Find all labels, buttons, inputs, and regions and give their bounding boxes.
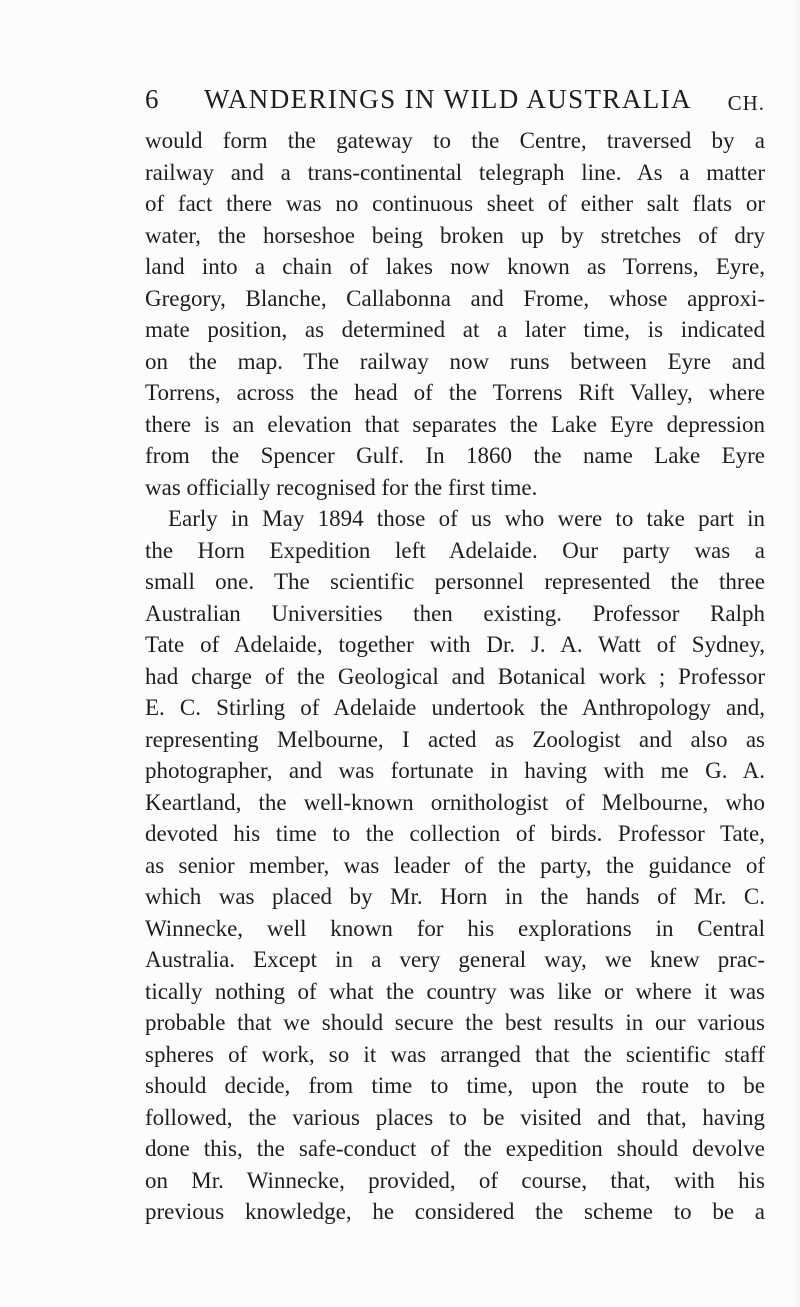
text-line: representing Melbourne, I acted as Zoologist and also as bbox=[145, 726, 765, 752]
text-line: land into a chain of lakes now known as Torrens, Eyre, bbox=[145, 254, 765, 279]
text-line: tically nothing of what the country was like or where it was bbox=[145, 978, 765, 1004]
text-line: Keartland, the well-known ornithologist of Melbourne, who bbox=[145, 789, 765, 815]
text-line: previous knowledge, he considered the scheme to be a bbox=[145, 1199, 765, 1224]
page-edge-shadow bbox=[792, 0, 800, 1307]
chapter-abbreviation: CH. bbox=[727, 91, 765, 115]
text-line: on Mr. Winnecke, provided, of course, that, with his bbox=[145, 1167, 765, 1193]
text-line: from the Spencer Gulf. In 1860 the name Lake Eyre bbox=[145, 443, 765, 468]
book-title: WANDERINGS IN WILD AUSTRALIA bbox=[204, 84, 692, 114]
text-line: Early in May 1894 those of us who were to take part in bbox=[168, 506, 765, 531]
text-line: of fact there was no continuous sheet of either salt flats or bbox=[145, 191, 765, 216]
text-line: railway and a trans-continental telegraph line. As a matter bbox=[145, 159, 765, 185]
text-line: photographer, and was fortunate in having with me G. A. bbox=[145, 758, 765, 783]
text-line: Australia. Except in a very general way, we knew prac- bbox=[145, 947, 765, 972]
text-line: probable that we should secure the best results in our various bbox=[145, 1010, 765, 1035]
text-line: done this, the safe-conduct of the expedition should devolve bbox=[145, 1136, 765, 1161]
body-text bbox=[145, 125, 765, 1228]
text-line: Australian Universities then existing. Professor Ralph bbox=[145, 600, 765, 626]
text-line: E. C. Stirling of Adelaide undertook the Anthropology and, bbox=[145, 695, 765, 720]
text-line: followed, the various places to be visited and that, having bbox=[145, 1104, 765, 1130]
text-line: would form the gateway to the Centre, traversed by a bbox=[145, 128, 765, 153]
text-line: had charge of the Geological and Botanical work ; Professor bbox=[145, 663, 765, 689]
text-line: small one. The scientific personnel represented the three bbox=[145, 569, 765, 594]
text-line: should decide, from time to time, upon the route to be bbox=[145, 1073, 765, 1098]
text-line: was officially recognised for the first time. bbox=[145, 474, 538, 500]
text-line: spheres of work, so it was arranged that the scientific staff bbox=[145, 1041, 765, 1067]
text-line: Torrens, across the head of the Torrens Rift Valley, where bbox=[145, 380, 765, 405]
text-line: as senior member, was leader of the party, the guidance of bbox=[145, 852, 765, 878]
text-line: the Horn Expedition left Adelaide. Our party was a bbox=[145, 537, 765, 563]
text-line: mate position, as determined at a later time, is indicated bbox=[145, 317, 765, 342]
text-line: Winnecke, well known for his explorations in Central bbox=[145, 915, 765, 941]
text-line: there is an elevation that separates the Lake Eyre depression bbox=[145, 411, 765, 437]
page-number: 6 bbox=[145, 84, 159, 114]
text-line: water, the horseshoe being broken up by stretches of dry bbox=[145, 222, 765, 248]
running-head bbox=[145, 82, 765, 122]
text-line: on the map. The railway now runs between Eyre and bbox=[145, 348, 765, 374]
text-line: devoted his time to the collection of birds. Professor Tate, bbox=[145, 821, 765, 846]
text-line: Tate of Adelaide, together with Dr. J. A. Watt of Sydney, bbox=[145, 632, 765, 657]
text-line: which was placed by Mr. Horn in the hands of Mr. C. bbox=[145, 884, 765, 909]
text-line: Gregory, Blanche, Callabonna and Frome, whose approxi- bbox=[145, 285, 765, 311]
